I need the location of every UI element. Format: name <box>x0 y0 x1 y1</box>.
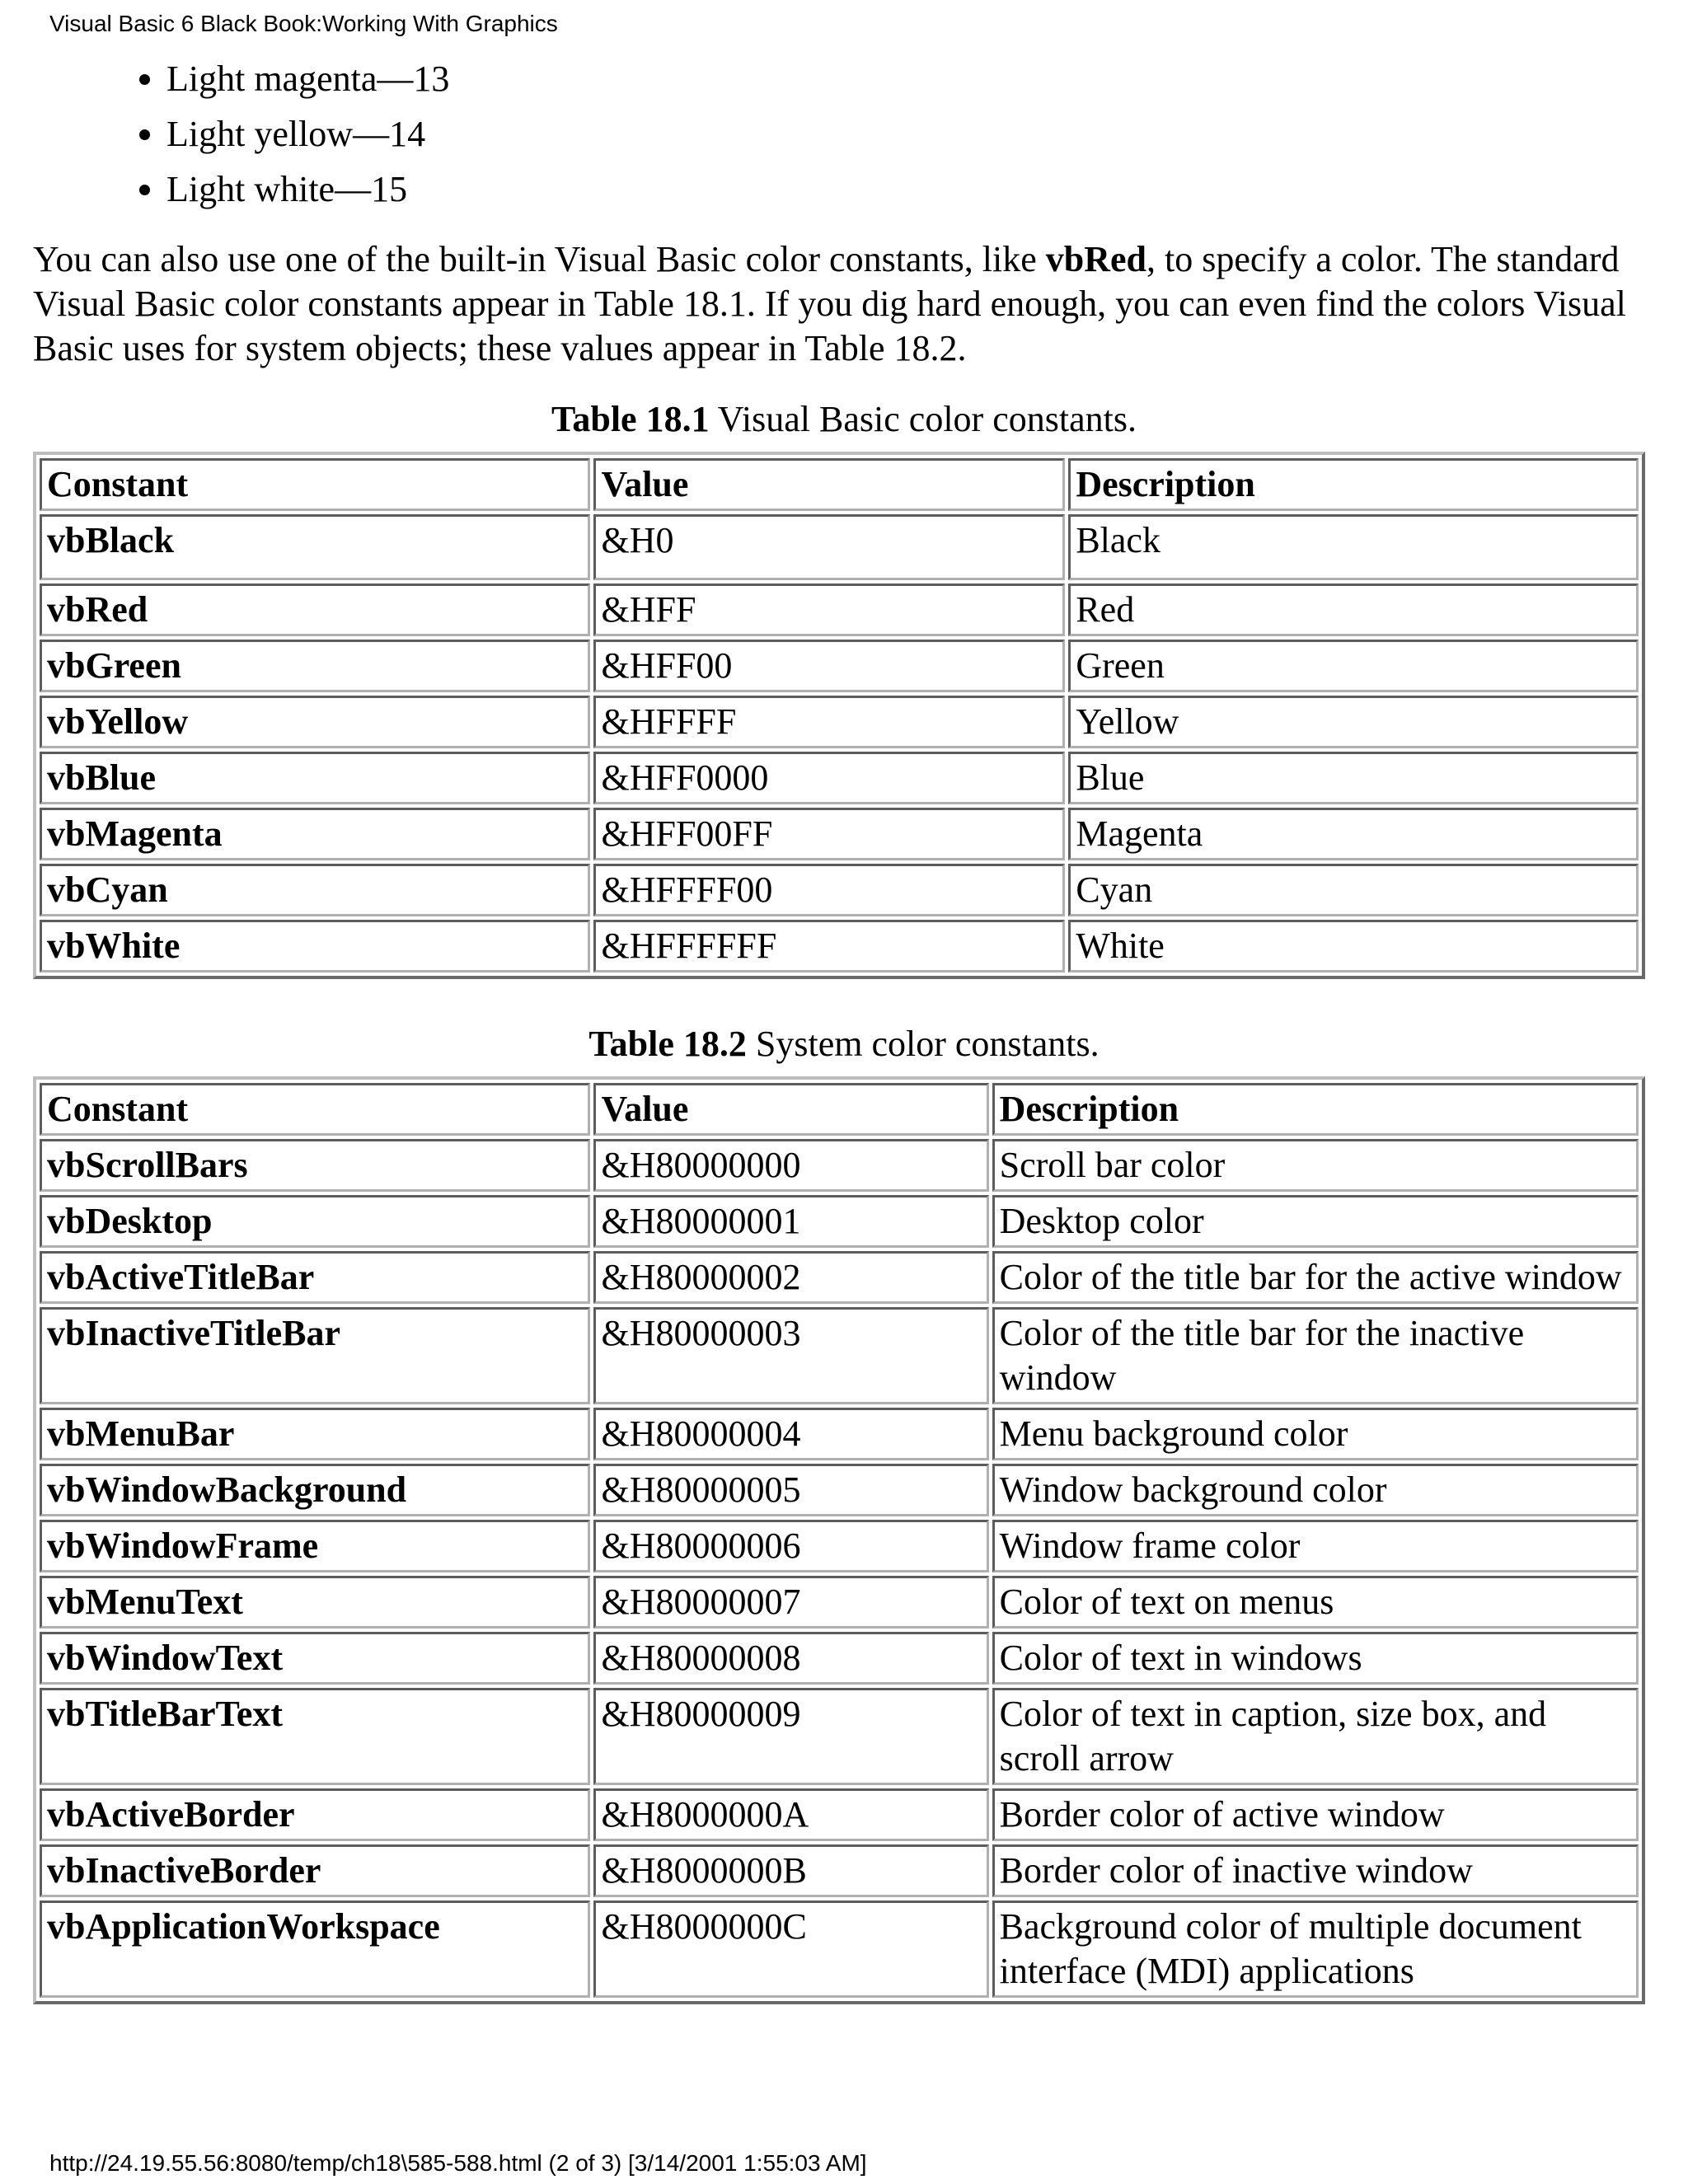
value-cell: &H80000000 <box>593 1139 988 1192</box>
value-cell: &HFF00 <box>593 640 1065 692</box>
description-cell: Window background color <box>992 1464 1639 1516</box>
table-row <box>40 1307 1639 1404</box>
constant-cell: vbMenuBar <box>40 1408 590 1460</box>
value-cell: &H8000000A <box>593 1788 988 1841</box>
column-header: Constant <box>40 1083 590 1136</box>
description-cell: Green <box>1068 640 1639 692</box>
constant-cell: vbTitleBarText <box>40 1688 590 1785</box>
table-row <box>40 1139 1639 1192</box>
constant-cell: vbActiveTitleBar <box>40 1251 590 1304</box>
table-caption <box>0 1022 1688 1066</box>
constant-cell: vbCyan <box>40 864 590 916</box>
table-row <box>40 1788 1639 1841</box>
value-cell: &HFF0000 <box>593 752 1065 804</box>
color-constants-table <box>33 452 1645 979</box>
table-row <box>40 1576 1639 1629</box>
table-row <box>40 640 1639 692</box>
constant-cell: vbBlue <box>40 752 590 804</box>
value-cell: &H80000004 <box>593 1408 988 1460</box>
description-cell: Color of the title bar for the inactive window <box>992 1307 1639 1404</box>
value-cell: &H80000003 <box>593 1307 988 1404</box>
description-cell: Border color of inactive window <box>992 1844 1639 1897</box>
description-cell: Border color of active window <box>992 1788 1639 1841</box>
table-row <box>40 514 1639 580</box>
constant-cell: vbWindowText <box>40 1632 590 1685</box>
list-item: • Light yellow—14 <box>166 106 449 162</box>
description-cell: Color of the title bar for the active window <box>992 1251 1639 1304</box>
description-cell: Red <box>1068 583 1639 636</box>
table-row <box>40 920 1639 972</box>
column-header: Description <box>992 1083 1639 1136</box>
table-row <box>40 808 1639 860</box>
table-row <box>40 1844 1639 1897</box>
constant-cell: vbInactiveBorder <box>40 1844 590 1897</box>
description-cell: Desktop color <box>992 1195 1639 1248</box>
table-header-row <box>40 458 1639 511</box>
table-caption <box>0 397 1688 442</box>
page-header: Visual Basic 6 Black Book:Working With Graphics <box>49 11 558 36</box>
constant-cell: vbScrollBars <box>40 1139 590 1192</box>
value-cell: &H80000007 <box>593 1576 988 1629</box>
table-row <box>40 864 1639 916</box>
column-header: Description <box>1068 458 1639 511</box>
constant-cell: vbWindowBackground <box>40 1464 590 1516</box>
constant-cell: vbApplicationWorkspace <box>40 1900 590 1998</box>
caption-label: Table 18.1 <box>551 399 710 439</box>
page-footer-url: http://24.19.55.56:8080/temp/ch18\585-588.html (2 of 3) [3/14/2001 1:55:03 AM] <box>49 2150 867 2176</box>
caption-label: Table 18.2 <box>588 1024 747 1064</box>
table-row <box>40 1632 1639 1685</box>
value-cell: &H80000006 <box>593 1520 988 1572</box>
table-row <box>40 1688 1639 1785</box>
table-row <box>40 1900 1639 1998</box>
description-cell: Color of text in windows <box>992 1632 1639 1685</box>
description-cell: Background color of multiple document interface (MDI) applications <box>992 1900 1639 1998</box>
constant-cell: vbInactiveTitleBar <box>40 1307 590 1404</box>
constant-cell: vbMenuText <box>40 1576 590 1629</box>
table-row <box>40 1251 1639 1304</box>
value-cell: &H8000000B <box>593 1844 988 1897</box>
system-color-constants-table <box>33 1076 1645 2004</box>
description-cell: Window frame color <box>992 1520 1639 1572</box>
table-row <box>40 1408 1639 1460</box>
list-item: • Light magenta—13 <box>166 51 449 106</box>
constant-cell: vbDesktop <box>40 1195 590 1248</box>
table-row <box>40 1195 1639 1248</box>
intro-paragraph <box>33 237 1648 371</box>
value-cell: &H80000001 <box>593 1195 988 1248</box>
description-cell: Yellow <box>1068 696 1639 748</box>
value-cell: &H80000005 <box>593 1464 988 1516</box>
constant-cell: vbWindowFrame <box>40 1520 590 1572</box>
constant-cell: vbActiveBorder <box>40 1788 590 1841</box>
description-cell: Color of text in caption, size box, and scroll arrow <box>992 1688 1639 1785</box>
description-cell: Scroll bar color <box>992 1139 1639 1192</box>
paragraph-text: , to specify a color. The standard Visual Basic color constants appear in Table 18.1. If you dig hard enough, you can even find the colors Visual Basic uses for system objects; these values appear in Table 18.2. <box>33 239 1626 368</box>
description-cell: Magenta <box>1068 808 1639 860</box>
list-item: • Light white—15 <box>166 162 449 217</box>
table-row <box>40 696 1639 748</box>
description-cell: Cyan <box>1068 864 1639 916</box>
table-header-row <box>40 1083 1639 1136</box>
value-cell: &HFFFF00 <box>593 864 1065 916</box>
table-row <box>40 752 1639 804</box>
description-cell: Menu background color <box>992 1408 1639 1460</box>
caption-text: System color constants. <box>746 1024 1100 1064</box>
column-header: Value <box>593 1083 988 1136</box>
constant-cell: vbWhite <box>40 920 590 972</box>
constant-cell: vbYellow <box>40 696 590 748</box>
value-cell: &HFF <box>593 583 1065 636</box>
table-row <box>40 1464 1639 1516</box>
value-cell: &H8000000C <box>593 1900 988 1998</box>
value-cell: &H80000002 <box>593 1251 988 1304</box>
description-cell: White <box>1068 920 1639 972</box>
value-cell: &H80000009 <box>593 1688 988 1785</box>
constant-cell: vbRed <box>40 583 590 636</box>
table-row <box>40 583 1639 636</box>
caption-text: Visual Basic color constants. <box>709 399 1137 439</box>
value-cell: &HFFFFFF <box>593 920 1065 972</box>
value-cell: &H0 <box>593 514 1065 580</box>
description-cell: Blue <box>1068 752 1639 804</box>
column-header: Constant <box>40 458 590 511</box>
value-cell: &HFFFF <box>593 696 1065 748</box>
constant-cell: vbMagenta <box>40 808 590 860</box>
value-cell: &H80000008 <box>593 1632 988 1685</box>
constant-cell: vbBlack <box>40 514 590 580</box>
paragraph-text: You can also use one of the built-in Visual Basic color constants, like <box>33 239 1046 279</box>
description-cell: Black <box>1068 514 1639 580</box>
constant-cell: vbGreen <box>40 640 590 692</box>
bullet-list <box>124 51 449 217</box>
paragraph-bold-term: vbRed <box>1045 239 1147 279</box>
column-header: Value <box>593 458 1065 511</box>
description-cell: Color of text on menus <box>992 1576 1639 1629</box>
table-row <box>40 1520 1639 1572</box>
value-cell: &HFF00FF <box>593 808 1065 860</box>
